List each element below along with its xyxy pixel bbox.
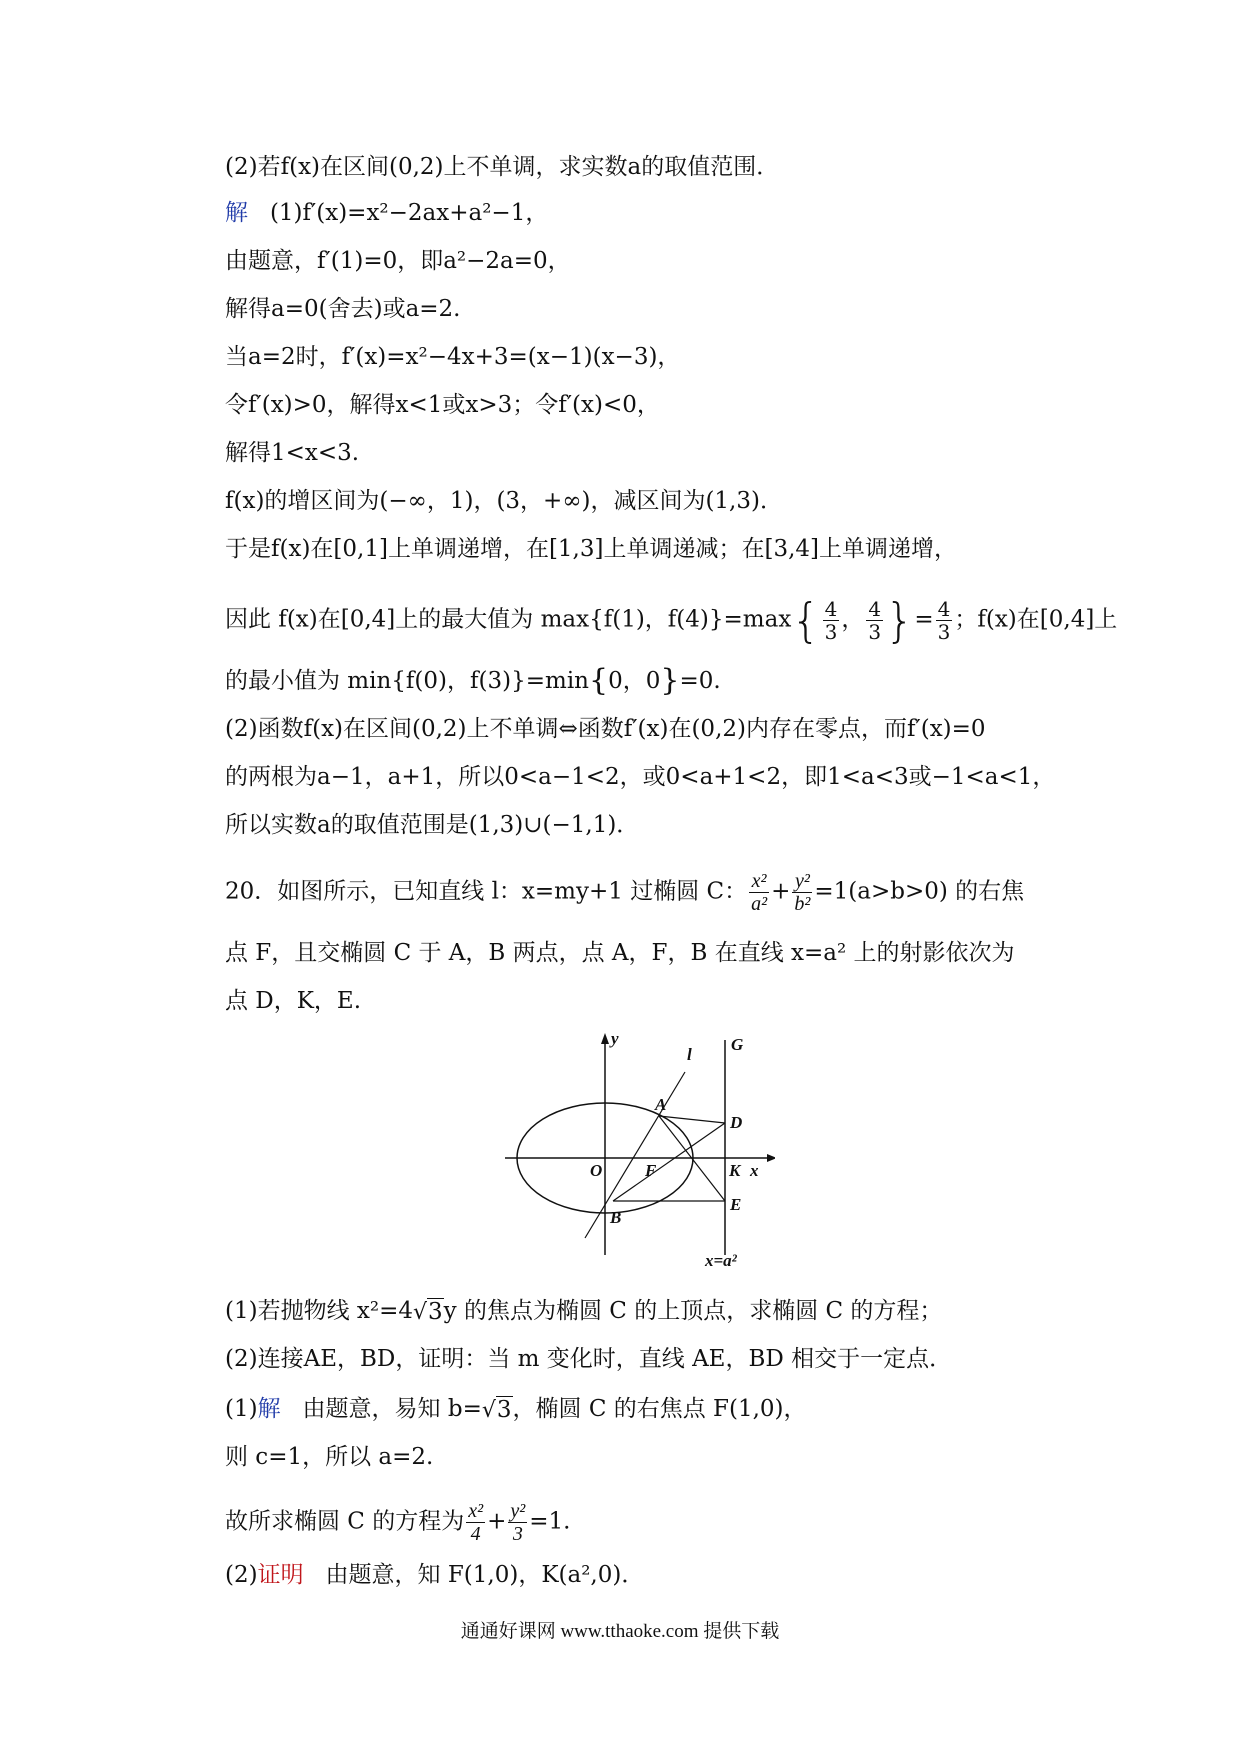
max-text-tail: f(x)在[0,4]上 — [977, 606, 1118, 633]
fraction-four-thirds: $\frac{4}{3}$ — [937, 597, 951, 644]
solution-line-13: 所以实数a的取值范围是(1,3)∪(−1,1)． — [225, 812, 640, 838]
answer-label: 解 — [257, 1396, 281, 1422]
label-a: A — [655, 1095, 667, 1114]
solution-line-8: 于是f(x)在[0,1]上单调递增，在[1,3]上单调递减；在[3,4]上单调递增， — [225, 536, 958, 562]
label-d: D — [730, 1113, 743, 1132]
fraction-x2-a2: $\frac{\text{x²}}{\text{a²}}$ — [751, 870, 768, 915]
solution-line-11: (2)函数f(x)在区间(0,2)上不单调⇔函数f′(x)在(0,2)内存在零点，而f′(x)=0 — [225, 716, 986, 742]
solution-line-9: 因此 f(x)在[0,4]上的最大值为 max{f(1)，f(4)}=max{ $\frac{4}{3}$ ， $\frac{4}{3}$ }= $\frac{4}{3}$ ；f(x)在[0,4]上 — [225, 593, 1118, 648]
fraction-y2-b2: $\frac{\text{y²}}{\text{b²}}$ — [794, 870, 811, 915]
problem-20-line-2: 点 F，且交椭圆 C 于 A，B 两点，点 A，F，B 在直线 x=a² 上的射影依次为 — [225, 940, 1015, 966]
min-text: 的最小值为 min{f(0)，f(3)}=min — [225, 668, 589, 694]
subquestion-2: (2)连接AE，BD，证明：当 m 变化时，直线 AE，BD 相交于一定点． — [225, 1346, 953, 1372]
answer-text-tail: ，椭圆 C 的右焦点 F(1,0)， — [512, 1396, 807, 1422]
max-text: 因此 f(x)在[0,4]上的最大值为 max{f(1)，f(4)}=max — [225, 606, 792, 633]
problem-20-text-tail: =1(a>b>0) 的右焦 — [814, 878, 1025, 905]
equation-tail: =1. — [529, 1508, 571, 1535]
proof-label: 证明 — [257, 1562, 304, 1588]
subquestion-1-tail: y 的焦点为椭圆 C 的上顶点，求椭圆 C 的方程； — [443, 1298, 943, 1324]
answer-2-line-1: (2)证明 由题意，知 F(1,0)，K(a²,0)． — [225, 1562, 645, 1588]
label-o: O — [590, 1161, 603, 1180]
solution-text: (1)f′(x)=x²−2ax+a²−1， — [269, 200, 549, 226]
min-left-brace: { — [589, 663, 609, 698]
label-e: E — [730, 1195, 742, 1214]
fraction-x2-4: $\frac{\text{x²}}{4}$ — [468, 1500, 484, 1545]
fraction-four-thirds: $\frac{4}{3}$ — [868, 597, 882, 644]
proof-text: 由题意，知 F(1,0)，K(a²,0)． — [325, 1562, 645, 1588]
solution-line-6: 解得1<x<3. — [225, 440, 360, 466]
left-brace: { — [791, 593, 821, 648]
fraction-four-thirds: $\frac{4}{3}$ — [824, 597, 838, 644]
solution-label: 解 — [225, 200, 248, 226]
solution-line-3: 解得a=0(舍去)或a=2. — [225, 296, 461, 322]
subquestion-1 — [225, 1296, 942, 1328]
line-l — [585, 1072, 685, 1238]
answer-1-line-2: 则 c=1，所以 a=2. — [225, 1444, 434, 1470]
ellipse-figure — [505, 1030, 775, 1270]
question-part-2: (2)若f(x)在区间(0,2)上不单调，求实数a的取值范围． — [225, 154, 780, 180]
answer-1-line-3: 故所求椭圆 C 的方程为 $\frac{\text{x²}}{4}$ + $\frac{\text{y²}}{3}$ =1. — [225, 1500, 571, 1545]
segment-bd — [613, 1123, 725, 1201]
label-x: x — [750, 1161, 759, 1180]
label-g: G — [731, 1035, 744, 1054]
y-axis-arrow — [601, 1033, 609, 1044]
problem-20-line-1: 20．如图所示，已知直线 l：x=my+1 过椭圆 C： $\frac{\text{x²}}{\text{a²}}$ + $\frac{\text{y²}}{\text{b²}}$ =1(a>b>0) 的右焦 — [225, 870, 1025, 915]
solution-line-1 — [225, 198, 548, 228]
problem-20-line-3: 点 D，K，E. — [225, 988, 362, 1014]
page-footer: 通通好课网 www.tthaoke.com 提供下载 — [460, 1621, 780, 1642]
equation-intro: 故所求椭圆 C 的方程为 — [225, 1508, 465, 1535]
label-x-eq-a2: x=a² — [705, 1251, 737, 1270]
min-result: =0. — [679, 668, 721, 694]
sqrt-3: √3 — [481, 1396, 512, 1423]
solution-line-12: 的两根为a−1，a+1，所以0<a−1<2，或0<a+1<2，即1<a<3或−1<a<1， — [225, 764, 1056, 790]
min-right-brace: } — [660, 663, 680, 698]
label-k: K — [729, 1161, 741, 1180]
subquestion-1-text: (1)若抛物线 x²=4 — [225, 1298, 413, 1324]
solution-line-10 — [225, 663, 721, 698]
problem-20-text: 20．如图所示，已知直线 l：x=my+1 过椭圆 C： — [225, 878, 748, 905]
answer-1-line-1: (1)解 由题意，易知 b=√3，椭圆 C 的右焦点 F(1,0)， — [225, 1394, 807, 1426]
x-axis-arrow — [767, 1154, 775, 1162]
solution-line-5: 令f′(x)>0，解得x<1或x>3；令f′(x)<0， — [225, 392, 660, 418]
fraction-y2-3: $\frac{\text{y²}}{3}$ — [510, 1500, 526, 1545]
label-f: F — [645, 1161, 657, 1180]
right-brace: } — [885, 593, 915, 648]
min-values: 0，0 — [608, 668, 661, 694]
label-l: l — [687, 1045, 692, 1064]
solution-line-7: f(x)的增区间为(−∞，1)，(3，+∞)，减区间为(1,3)． — [225, 488, 783, 514]
solution-line-2: 由题意，f′(1)=0，即a²−2a=0， — [225, 248, 571, 274]
label-b: B — [610, 1208, 622, 1227]
label-y: y — [611, 1030, 619, 1048]
sqrt-3: √3 — [413, 1298, 443, 1325]
answer-text: 由题意，易知 b= — [302, 1396, 482, 1422]
solution-line-4: 当a=2时，f′(x)=x²−4x+3=(x−1)(x−3)， — [225, 344, 681, 370]
